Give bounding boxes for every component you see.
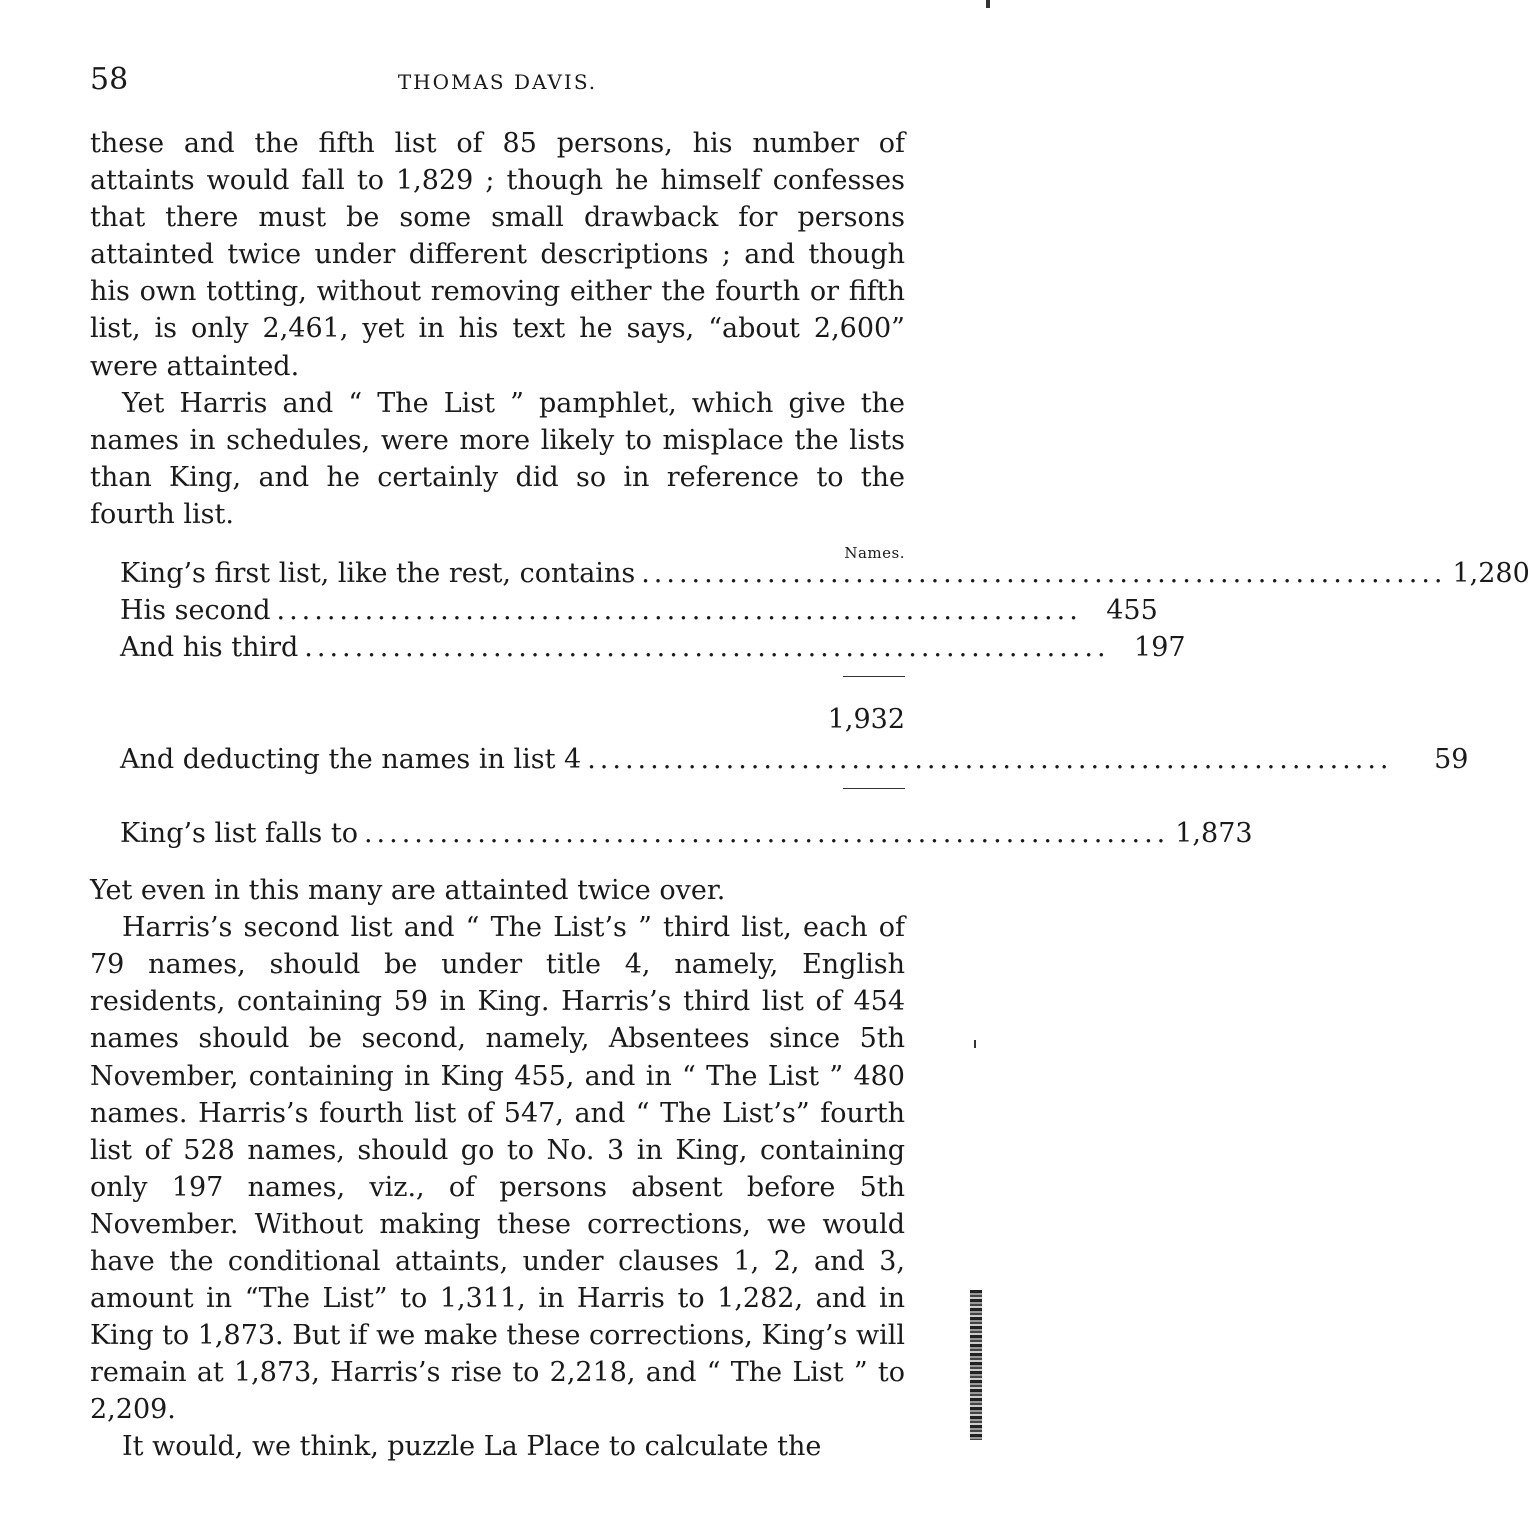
scan-edge — [970, 1290, 982, 1440]
scan-mark — [986, 0, 990, 8]
paragraph-3: Yet even in this many are attainted twice over. — [90, 875, 726, 907]
tally-subtotal: 1,932 — [827, 704, 905, 736]
tally-row-label: King’s first list, like the rest, contains — [120, 558, 636, 590]
running-title: THOMAS DAVIS. — [397, 70, 598, 94]
tally-deduction-value: 59 — [1434, 744, 1469, 776]
tally-row-value: 197 — [1134, 632, 1186, 664]
tally-result-label: King’s list falls to — [120, 818, 358, 850]
tally-deduction-label: And deducting the names in list 4 — [120, 744, 582, 776]
names-column-header: Names. — [844, 544, 905, 563]
tally-row-label: His second — [120, 595, 271, 627]
difference-rule — [843, 788, 905, 789]
page-header — [90, 62, 905, 102]
paragraph-2: Yet Harris and “ The List ” pamphlet, which give the names in schedules, were more likely to misplace the lists than King, and he certainly did so in reference to the fourth list. — [90, 387, 905, 530]
dot-leader: ................................................................ — [304, 632, 1110, 664]
tally-row — [120, 629, 1186, 666]
dot-leader: ................................................................ — [587, 744, 1393, 776]
body-text — [90, 125, 1530, 1466]
tally-row — [120, 555, 1530, 592]
dot-leader: ................................................................ — [363, 818, 1170, 850]
tally-result-row — [120, 815, 1253, 852]
dot-leader: ................................................................ — [276, 595, 1082, 627]
tally-row-label: And his third — [120, 632, 299, 664]
names-tally — [90, 533, 1530, 872]
paragraph-4: Harris’s second list and “ The List’s ” third list, each of 79 names, should be under title 4, namely, English residents, containing 59 in King. Harris’s third list of 454 names should be second, namely, Absentees since 5th November, containing in King 455, and in “ The List ” 480 names. Harris’s fourth list of 547, and “ The List’s” fourth list of 528 names, should go to No. 3 in King, containing only 197 names, viz., of persons absent before 5th November. Without making these corrections, we would have the conditional attaints, under clauses 1, 2, and 3, amount in “The List” to 1,311, in Harris to 1,282, and in King to 1,873. But if we make these corrections, King’s will remain at 1,873, Harris’s rise to 2,218, and “ The List ” to 2,209. — [90, 912, 905, 1426]
page-number: 58 — [90, 62, 129, 97]
dot-leader: ................................................................ — [641, 558, 1447, 590]
tally-result-value: 1,873 — [1175, 818, 1253, 850]
tally-row-value: 455 — [1106, 595, 1158, 627]
tally-row-value: 1,280 — [1452, 558, 1530, 590]
paragraph-5: It would, we think, puzzle La Place to calculate the — [122, 1431, 822, 1463]
sum-rule — [843, 676, 905, 677]
paragraph-1: these and the fifth list of 85 persons, his number of attaints would fall to 1,829 ; though he himself confesses that there must be some small drawback for persons attainted twice under different descriptions ; and though his own totting, without removing either the fourth or fifth list, is only 2,461, yet in his text he says, “about 2,600” were attainted. — [90, 128, 905, 382]
tally-row — [120, 592, 1158, 629]
tally-deduction-row — [120, 741, 1469, 778]
scan-mark — [974, 1040, 976, 1048]
